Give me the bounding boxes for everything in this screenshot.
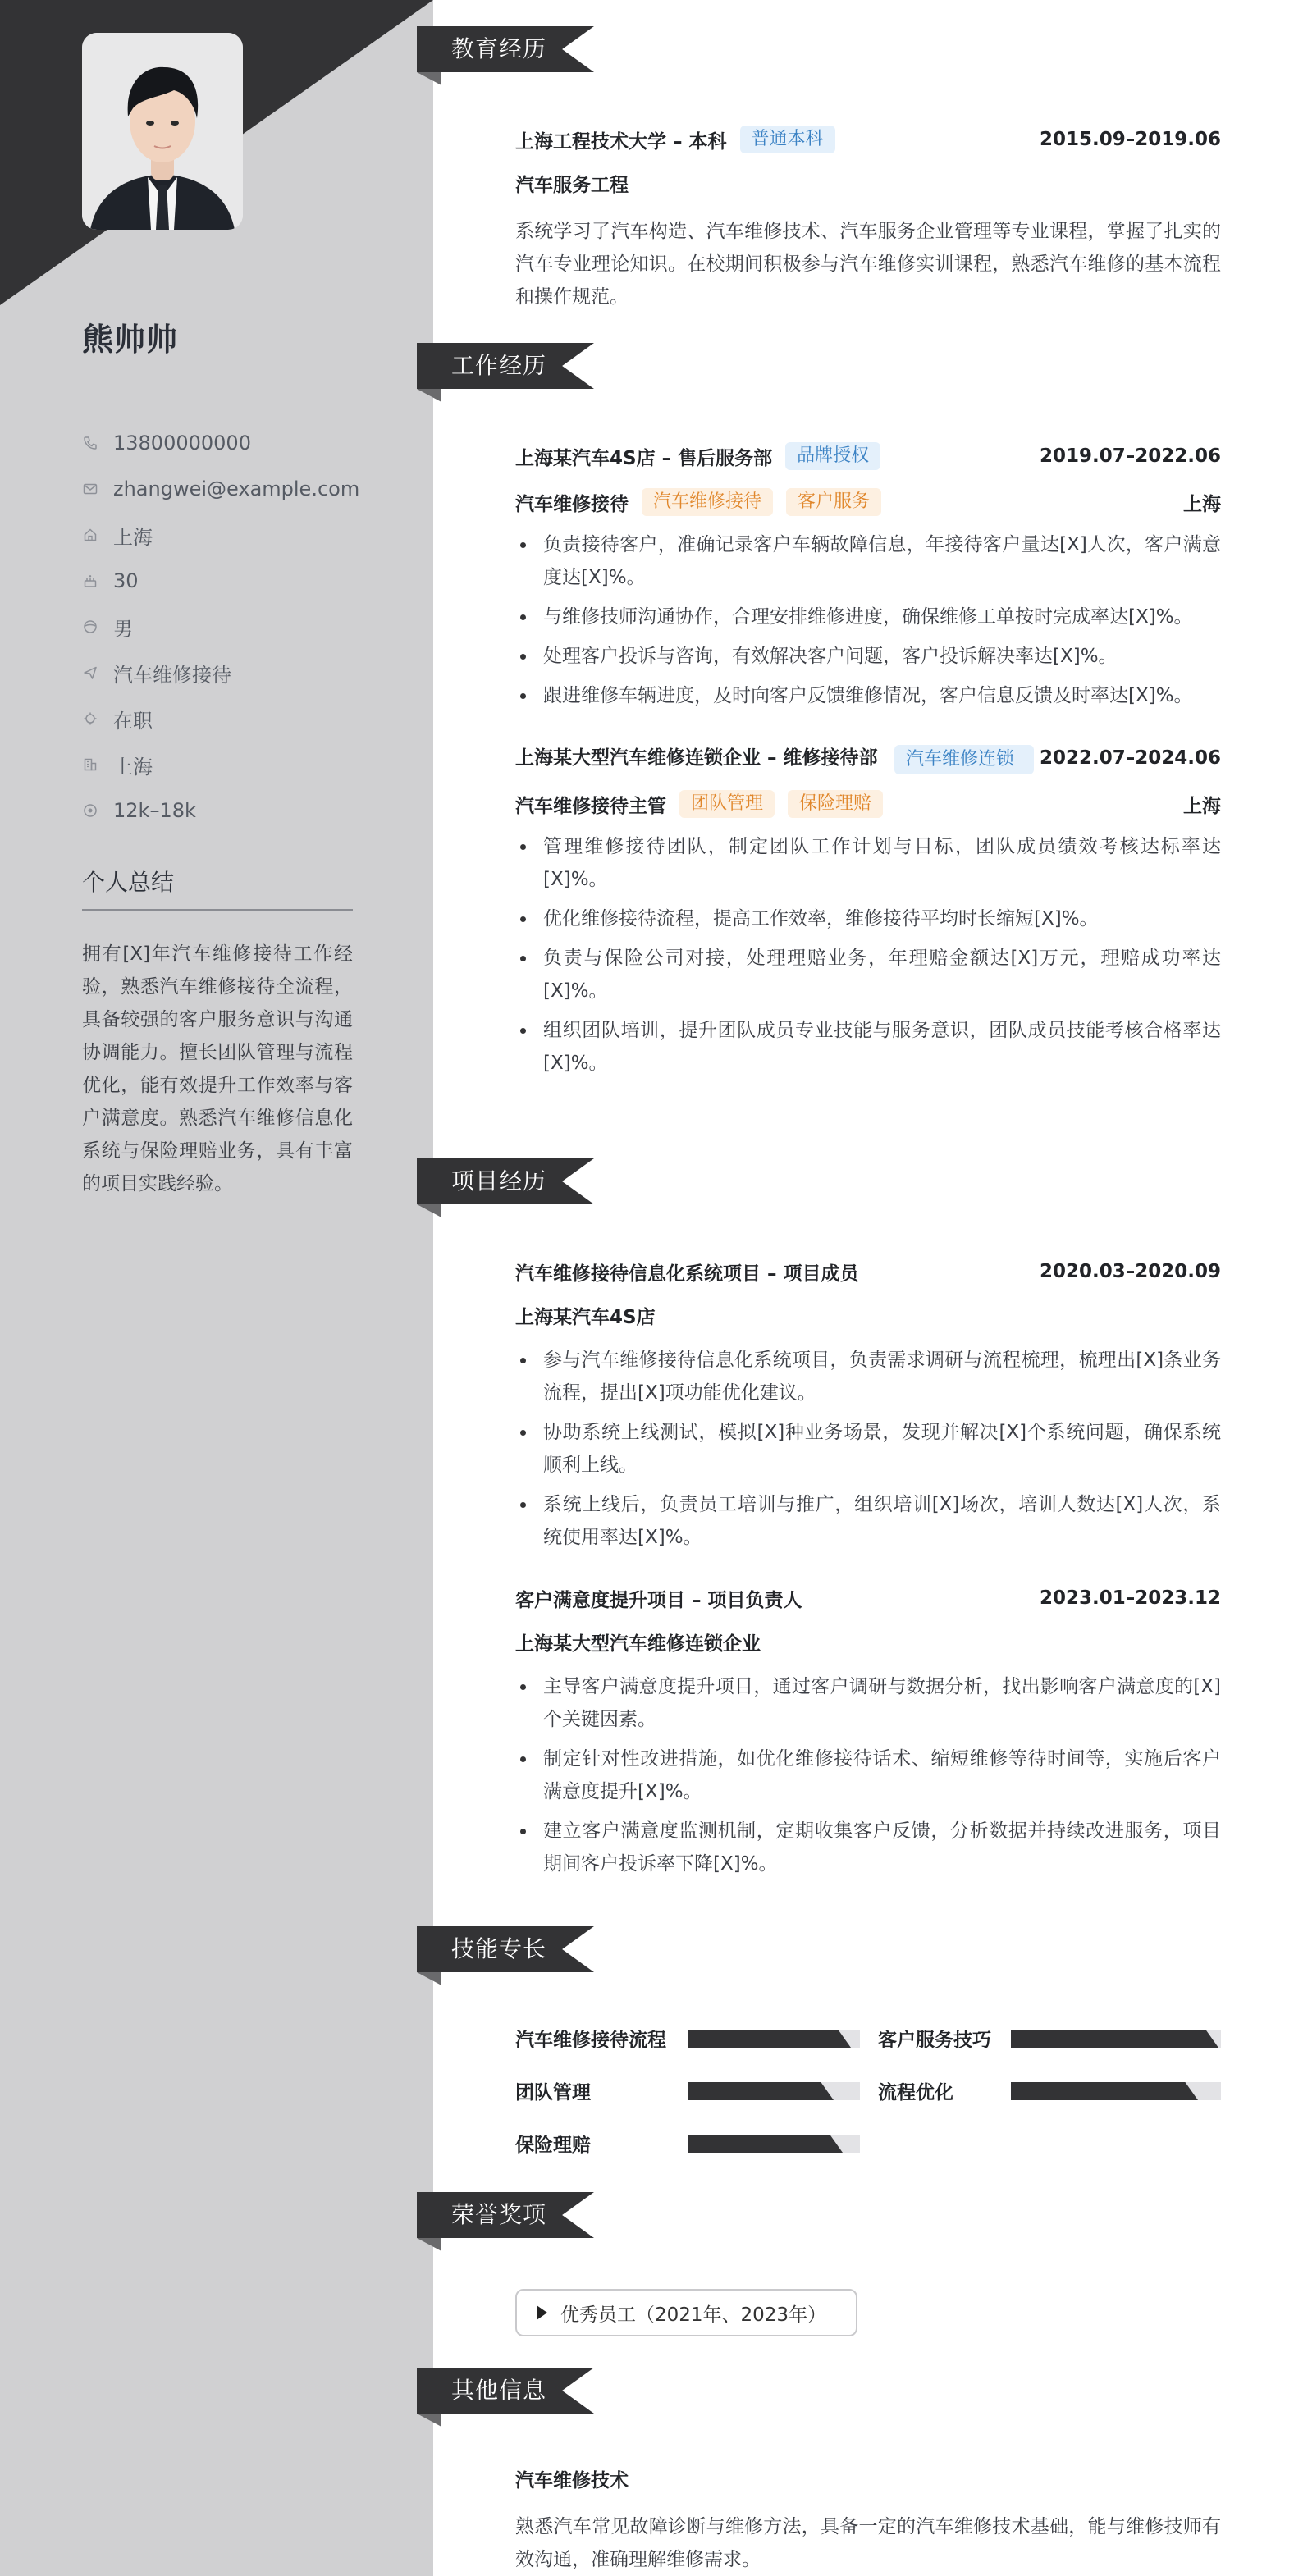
skill-name: 流程优化	[878, 2082, 953, 2103]
project-bullets	[515, 1670, 1221, 1880]
home-icon	[82, 527, 98, 543]
section-label: 工作经历	[451, 352, 547, 379]
skill-level-tip	[1197, 2030, 1218, 2048]
skill-item	[878, 2077, 953, 2104]
company-tag: 汽车维修连锁	[894, 745, 1034, 774]
skill-bar	[688, 2082, 860, 2100]
info-text: 上海	[113, 525, 153, 549]
summary-title: 个人总结	[82, 865, 353, 911]
project-name: 客户满意度提升项目 – 项目负责人	[515, 1589, 802, 1611]
skill-level-tip	[821, 2135, 843, 2153]
major: 汽车服务工程	[515, 175, 629, 196]
skill-level-fill	[688, 2030, 831, 2048]
list-item: 主导客户满意度提升项目，通过客户调研与数据分析，找出影响客户满意度的[X]个关键因素。	[515, 1670, 1221, 1736]
info-text: 男	[113, 617, 133, 641]
info-salary	[82, 788, 359, 834]
list-item: 制定针对性改进措施，如优化维修接待话术、缩短维修等待时间等，实施后客户满意度提升[X]%。	[515, 1742, 1221, 1808]
list-item: 与维修技师沟通协作，合理安排维修进度，确保维修工单按时完成率达[X]%。	[515, 601, 1221, 633]
list-item: 协助系统上线测试，模拟[X]种业务场景，发现并解决[X]个系统问题，确保系统顺利上线。	[515, 1416, 1221, 1482]
summary-text: 拥有[X]年汽车维修接待工作经验，熟悉汽车维修接待全流程，具备较强的客户服务意识与沟通协调能力。擅长团队管理与流程优化，能有效提升工作效率与客户满意度。熟悉汽车维修信息化系统与保险理赔业务，具有丰富的项目实践经验。	[82, 943, 353, 1194]
job-role: 汽车维修接待	[515, 493, 629, 515]
education-date: 2015.09–2019.06	[1039, 129, 1221, 150]
work-entry	[515, 440, 1221, 719]
work-city: 上海	[1183, 795, 1221, 817]
info-text: 30	[113, 569, 139, 592]
section-title-other	[417, 2368, 594, 2438]
project-entry	[515, 1255, 1221, 1560]
section-title-awards	[417, 2192, 594, 2263]
user-icon	[82, 619, 98, 635]
section-label: 其他信息	[451, 2377, 547, 2404]
section-title-education	[417, 26, 594, 97]
degree-tag: 普通本科	[740, 126, 835, 153]
list-item: 负责与保险公司对接，处理理赔业务，年理赔金额达[X]万元，理赔成功率达[X]%。	[515, 942, 1221, 1007]
skill-bar	[1011, 2082, 1221, 2100]
candidate-name: 熊帅帅	[82, 322, 179, 358]
other-entry	[515, 2464, 1221, 2576]
role-tag: 汽车维修接待	[642, 488, 773, 516]
list-item: 系统上线后，负责员工培训与推广，组织培训[X]场次，培训人数达[X]人次，系统使用率达[X]%。	[515, 1488, 1221, 1554]
cake-icon	[82, 573, 98, 589]
work-date: 2022.07–2024.06	[1039, 747, 1221, 769]
education-desc: 系统学习了汽车构造、汽车维修技术、汽车服务企业管理等专业课程，掌握了扎实的汽车专业理论知识。在校期间积极参与汽车维修实训课程，熟悉汽车维修的基本流程和操作规范。	[515, 221, 1221, 308]
mail-icon	[82, 481, 98, 497]
info-phone	[82, 420, 359, 466]
info-job	[82, 650, 359, 696]
skill-bar	[688, 2135, 860, 2153]
info-city	[82, 742, 359, 788]
status-icon	[82, 710, 98, 727]
other-desc: 熟悉汽车常见故障诊断与维修方法，具备一定的汽车维修技术基础，能与维修技师有效沟通，准确理解维修需求。	[515, 2516, 1221, 2570]
list-item: 处理客户投诉与咨询，有效解决客户问题，客户投诉解决率达[X]%。	[515, 640, 1221, 673]
project-entry	[515, 1582, 1221, 1887]
send-icon	[82, 665, 98, 681]
project-date: 2023.01–2023.12	[1039, 1587, 1221, 1609]
section-title-work	[417, 343, 594, 413]
phone-icon	[82, 435, 98, 451]
skill-name: 保险理赔	[515, 2135, 591, 2156]
skill-level-fill	[1011, 2030, 1199, 2048]
sidebar	[0, 0, 433, 2576]
list-item: 负责接待客户，准确记录客户车辆故障信息，年接待客户量达[X]人次，客户满意度达[X]%。	[515, 528, 1221, 594]
info-age	[82, 558, 359, 604]
skill-level-tip	[1177, 2082, 1198, 2100]
play-icon	[537, 2305, 547, 2320]
project-org: 上海某大型汽车维修连锁企业	[515, 1633, 761, 1655]
work-bullets	[515, 528, 1221, 712]
section-title-projects	[417, 1158, 594, 1229]
info-location	[82, 512, 359, 558]
skill-item	[515, 2025, 666, 2052]
info-text: 汽车维修接待	[113, 663, 231, 687]
project-name: 汽车维修接待信息化系统项目 – 项目成员	[515, 1263, 859, 1285]
award-item[interactable]	[515, 2289, 857, 2336]
job-role: 汽车维修接待主管	[515, 795, 666, 817]
list-item: 参与汽车维修接待信息化系统项目，负责需求调研与流程梳理，梳理出[X]条业务流程，提出[X]项功能优化建议。	[515, 1344, 1221, 1409]
skill-level-fill	[1011, 2082, 1178, 2100]
skill-level-tip	[812, 2082, 834, 2100]
skill-bar	[1011, 2030, 1221, 2048]
school-name: 上海工程技术大学 – 本科	[515, 130, 727, 153]
info-text: 在职	[113, 709, 153, 733]
skill-level-fill	[688, 2082, 814, 2100]
project-org: 上海某汽车4S店	[515, 1307, 656, 1328]
role-tag: 团队管理	[679, 790, 775, 818]
info-email	[82, 466, 359, 512]
role-tag: 客户服务	[786, 488, 881, 516]
info-text: 13800000000	[113, 432, 251, 454]
list-item: 管理维修接待团队，制定团队工作计划与目标，团队成员绩效考核达标率达[X]%。	[515, 830, 1221, 896]
skill-item	[878, 2025, 991, 2052]
work-bullets	[515, 830, 1221, 1080]
skill-item	[515, 2130, 591, 2157]
avatar	[82, 33, 243, 230]
company-name: 上海某汽车4S店 – 售后服务部	[515, 447, 773, 469]
company-tag: 品牌授权	[785, 442, 880, 470]
section-label: 教育经历	[451, 35, 547, 62]
section-label: 项目经历	[451, 1167, 547, 1194]
other-title: 汽车维修技术	[515, 2470, 629, 2492]
section-label: 荣誉奖项	[451, 2201, 547, 2228]
role-tag: 保险理赔	[788, 790, 883, 818]
education-entry	[515, 123, 1221, 313]
section-label: 技能专长	[451, 1935, 547, 1962]
list-item: 跟进维修车辆进度，及时向客户反馈维修情况，客户信息反馈及时率达[X]%。	[515, 679, 1221, 712]
info-status	[82, 696, 359, 742]
skill-name: 团队管理	[515, 2082, 591, 2103]
skill-name: 客户服务技巧	[878, 2030, 991, 2051]
contact-info-list	[82, 420, 359, 834]
info-text: 上海	[113, 755, 153, 779]
work-city: 上海	[1183, 493, 1221, 515]
building-icon	[82, 756, 98, 773]
info-text: zhangwei@example.com	[113, 477, 360, 500]
project-date: 2020.03–2020.09	[1039, 1261, 1221, 1282]
list-item: 组织团队培训，提升团队成员专业技能与服务意识，团队成员技能考核合格率达[X]%。	[515, 1014, 1221, 1080]
work-date: 2019.07–2022.06	[1039, 445, 1221, 467]
project-bullets	[515, 1344, 1221, 1554]
section-title-skills	[417, 1926, 594, 1997]
money-icon	[82, 802, 98, 819]
info-gender	[82, 604, 359, 650]
list-item: 优化维修接待流程，提高工作效率，维修接待平均时长缩短[X]%。	[515, 902, 1221, 935]
skill-level-fill	[688, 2135, 823, 2153]
skill-bar	[688, 2030, 860, 2048]
skill-name: 汽车维修接待流程	[515, 2030, 666, 2051]
work-entry	[515, 742, 1221, 1086]
list-item: 建立客户满意度监测机制，定期收集客户反馈，分析数据并持续改进服务，项目期间客户投诉率下降[X]%。	[515, 1815, 1221, 1880]
info-text: 12k–18k	[113, 799, 196, 822]
main-content	[417, 0, 1303, 2576]
company-name: 上海某大型汽车维修连锁企业 – 维修接待部	[515, 747, 878, 769]
skill-level-tip	[830, 2030, 851, 2048]
skill-item	[515, 2077, 591, 2104]
award-text: 优秀员工（2021年、2023年）	[560, 2304, 827, 2326]
